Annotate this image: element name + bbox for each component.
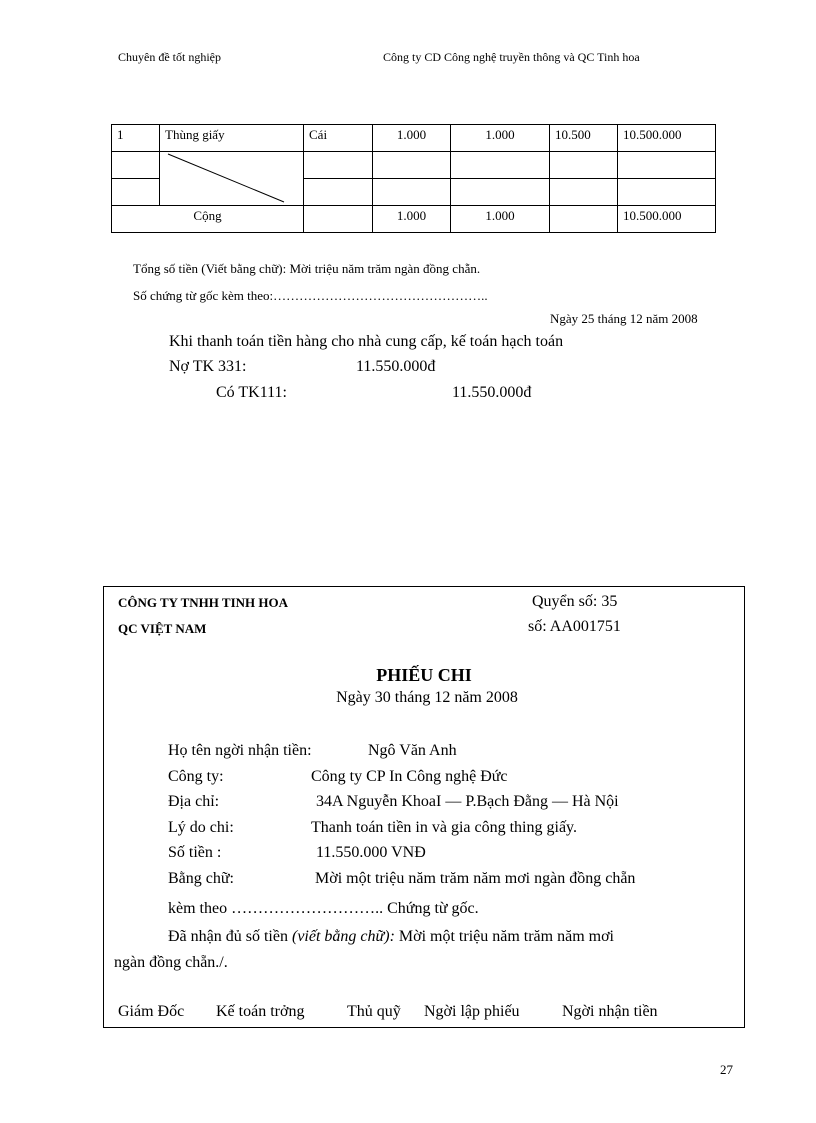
debit-label: Nợ TK 331: bbox=[169, 358, 247, 375]
receipt-title: PHIẾU CHI bbox=[376, 665, 472, 685]
receipt-doc-no: số: AA001751 bbox=[528, 618, 621, 635]
total-in-words: Tổng số tiền (Viết bằng chữ): Mời triệu năm trăm ngàn đồng chẵn. bbox=[133, 261, 481, 276]
diagonal-cell bbox=[160, 152, 304, 206]
cell-unit: Cái bbox=[304, 125, 373, 152]
total-label: Cộng bbox=[112, 206, 304, 233]
cell-name: Thùng giấy bbox=[160, 125, 304, 152]
goods-table bbox=[111, 124, 716, 233]
diagonal-line bbox=[160, 152, 304, 206]
header-right: Công ty CD Công nghệ truyền thông và QC Tinh hoa bbox=[383, 50, 640, 64]
cell-stt: 1 bbox=[112, 125, 160, 152]
signature-cashier: Thủ quỹ bbox=[347, 1003, 401, 1020]
cell-amount: 10.500.000 bbox=[618, 125, 716, 152]
receipt-date: Ngày 30 tháng 12 năm 2008 bbox=[336, 689, 518, 706]
credit-label: Có TK111: bbox=[216, 384, 287, 401]
address-value: 34A Nguyễn KhoaI — P.Bạch Đằng — Hà Nội bbox=[316, 793, 619, 810]
total-qty-doc: 1.000 bbox=[373, 206, 451, 233]
cell-qty-actual: 1.000 bbox=[451, 125, 550, 152]
attach-line bbox=[168, 900, 479, 918]
words-value: Mời một triệu năm trăm năm mơi ngàn đồng chẵn bbox=[315, 870, 636, 887]
amount-label: Số tiền : bbox=[168, 844, 222, 861]
company-value: Công ty CP In Công nghệ Đức bbox=[311, 768, 508, 785]
attach-prefix: kèm theo bbox=[168, 900, 232, 917]
cell-qty-doc: 1.000 bbox=[373, 125, 451, 152]
cell-price: 10.500 bbox=[550, 125, 618, 152]
signature-preparer: Ngời lập phiếu bbox=[424, 1003, 520, 1020]
receiver-value: Ngô Văn Anh bbox=[368, 742, 457, 759]
receipt-book-no: Quyển số: 35 bbox=[532, 593, 618, 610]
reason-label: Lý do chi: bbox=[168, 819, 234, 836]
header-left: Chuyên đề tốt nghiệp bbox=[118, 50, 221, 64]
receiver-label: Họ tên ngời nhận tiền: bbox=[168, 742, 312, 759]
amount-value: 11.550.000 VNĐ bbox=[316, 844, 426, 861]
table-row-total bbox=[112, 206, 716, 233]
reason-value: Thanh toán tiền in và gia công thing giấy. bbox=[311, 819, 578, 836]
received-prefix: Đã nhận đủ số tiền bbox=[168, 928, 292, 945]
attach-suffix: . Chứng từ gốc. bbox=[379, 900, 479, 917]
page-number: 27 bbox=[720, 1062, 733, 1077]
words-label: Bằng chữ: bbox=[168, 870, 234, 887]
debit-amount: 11.550.000đ bbox=[356, 358, 436, 375]
receipt-company-line1: CÔNG TY TNHH TINH HOA bbox=[118, 595, 288, 610]
accounting-intro: Khi thanh toán tiền hàng cho nhà cung cấp, kế toán hạch toán bbox=[169, 333, 564, 350]
signature-receiver: Ngời nhận tiền bbox=[562, 1003, 658, 1020]
table-row bbox=[112, 152, 716, 179]
address-label: Địa chỉ: bbox=[168, 793, 220, 810]
received-line1 bbox=[168, 928, 614, 946]
received-italic: (viết bằng chữ): bbox=[291, 928, 395, 945]
received-rest: Mời một triệu năm trăm năm mơi bbox=[394, 928, 614, 945]
received-line2: ngàn đồng chẵn./. bbox=[114, 954, 228, 971]
credit-amount: 11.550.000đ bbox=[452, 384, 532, 401]
table-row bbox=[112, 125, 716, 152]
voucher-date: Ngày 25 tháng 12 năm 2008 bbox=[550, 311, 698, 326]
total-amount: 10.500.000 bbox=[618, 206, 716, 233]
attached-documents: Số chứng từ gốc kèm theo:………………………………………….. bbox=[133, 288, 488, 303]
total-qty-actual: 1.000 bbox=[451, 206, 550, 233]
receipt-company-line2: QC VIỆT NAM bbox=[118, 621, 207, 636]
company-label: Công ty: bbox=[168, 768, 224, 785]
signature-chief-accountant: Kế toán trởng bbox=[216, 1003, 305, 1020]
attach-dots: ………………………. bbox=[231, 900, 380, 917]
payment-voucher bbox=[103, 586, 745, 1028]
signature-director: Giám Đốc bbox=[118, 1003, 185, 1020]
